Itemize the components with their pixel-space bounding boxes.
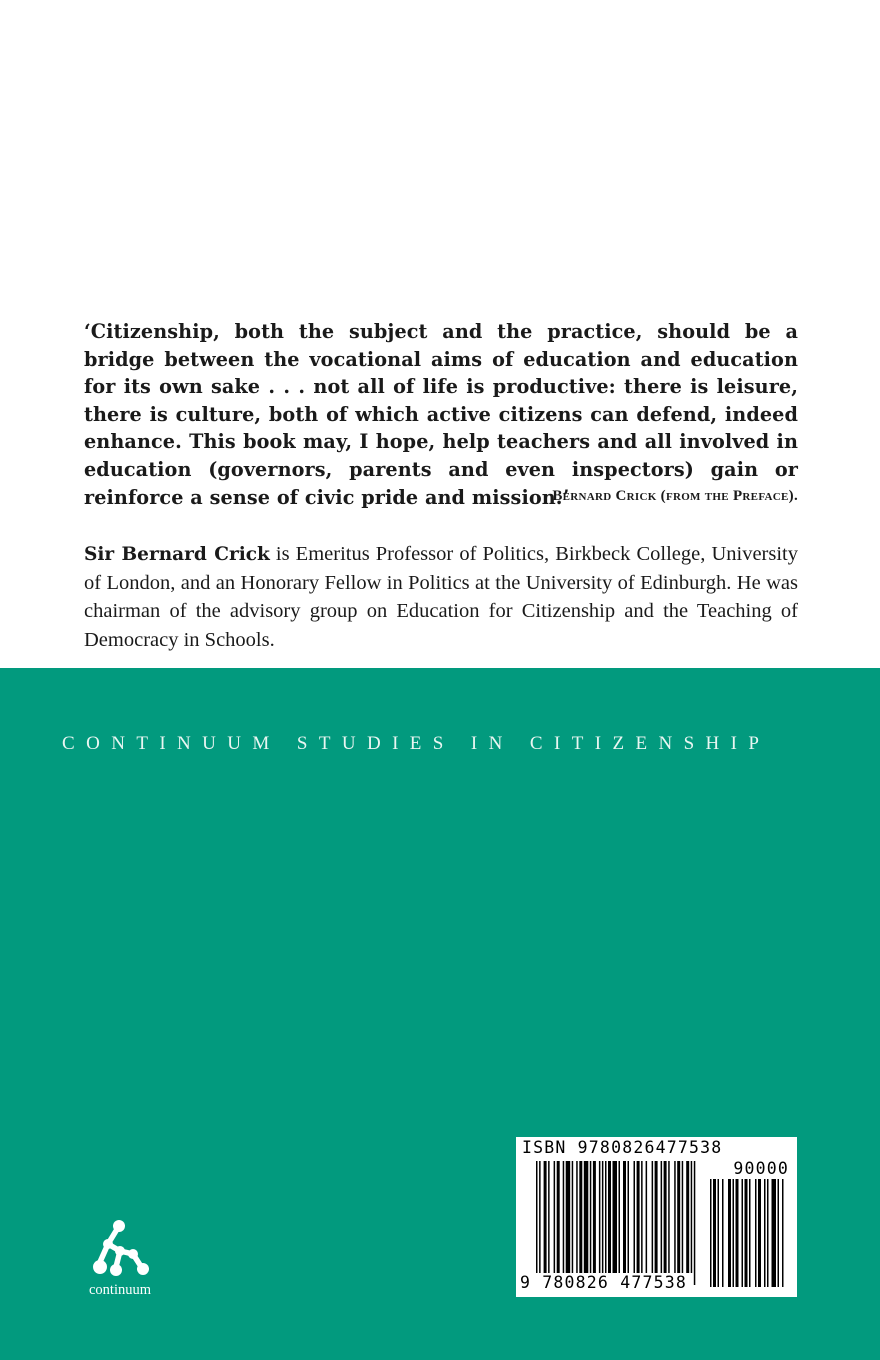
addon-barcode-bars [710, 1179, 788, 1287]
publisher-logo [80, 1218, 160, 1300]
isbn-barcode [516, 1137, 797, 1297]
quote-text: ‘Citizenship, both the subject and the practice, should be a bridge between the vocational aims of education and education for its own sake . . . not all of life is productive: there is leisure, there is culture, both of which active citizens can defend, indeed enhance. This book may, I hope, help teachers and all involved in education (governors, parents and even inspectors) gain or reinforce a sense of civic pride and mission.’ [84, 320, 798, 509]
ean-barcode-bars [536, 1161, 708, 1285]
publisher-name: continuum [88, 1282, 152, 1298]
quote-attribution: Bernard Crick (from the Preface). [552, 488, 798, 504]
price-code: 90000 [733, 1159, 789, 1178]
author-bio-text: is Emeritus Professor of Politics, Birkbeck College, University of London, and an Honorary Fellow in Politics at the University of Edinburgh. He was chairman of the advisory group on Education for Citizenship and the Teaching of Democracy in Schools. [84, 543, 798, 651]
white-panel [0, 0, 880, 668]
author-name: Sir Bernard Crick [84, 544, 270, 565]
isbn-label: ISBN 9780826477538 [522, 1138, 723, 1157]
series-title: CONTINUUM STUDIES IN CITIZENSHIP [62, 733, 771, 754]
isbn-digits: 9 780826 477538 [520, 1273, 688, 1292]
author-bio [84, 540, 798, 654]
continuum-logo-icon [86, 1218, 154, 1280]
